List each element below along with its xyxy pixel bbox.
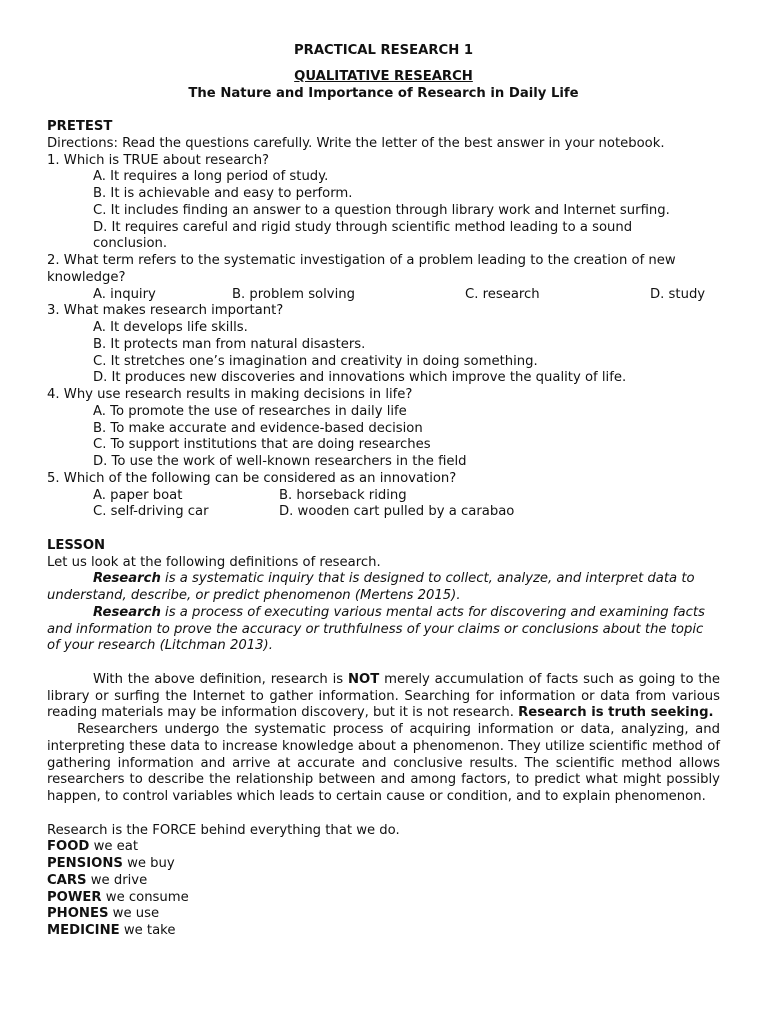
q2-option-d: D. study [650, 286, 706, 302]
force-item-keyword: FOOD [47, 839, 90, 855]
p1-bold-statement: Research is truth seeking. [518, 705, 714, 721]
force-item-keyword: CARS [47, 872, 87, 888]
force-item-text: we drive [86, 872, 148, 888]
q4-option-d: D. To use the work of well-known researchers in the field [93, 454, 467, 469]
force-item [47, 856, 720, 873]
force-item-keyword: MEDICINE [47, 923, 120, 938]
force-item-text: we buy [122, 856, 175, 871]
question-3: 3. What makes research important? [47, 303, 284, 319]
definition-1-term: Research [93, 571, 161, 587]
q5-options-row-1 [47, 488, 720, 505]
force-item [47, 906, 720, 923]
paragraph-truth-seeking [47, 672, 720, 722]
lesson-intro: Let us look at the following definitions of research. [47, 554, 381, 570]
force-item-keyword: PHONES [47, 906, 109, 922]
force-item [47, 923, 720, 940]
q2-options [47, 287, 720, 304]
definition-2 [47, 605, 720, 655]
force-line: Research is the FORCE behind everything that we do. [47, 822, 400, 838]
q2-option-b: B. problem solving [232, 286, 355, 302]
q3-option-b: B. It protects man from natural disasters. [93, 336, 366, 352]
lesson-heading: LESSON [47, 537, 106, 553]
q5-option-d: D. wooden cart pulled by a carabao [279, 504, 515, 520]
paragraph-scientific-method: Researchers undergo the systematic process of acquiring information or data, analyzing, and interpreting these data to increase knowledge about a phenomenon. They utilize scientific method of gathering information and arrive at accurate and conclusive results. The scientific method allows researchers to describe the relationship between and among factors, to predict what might possibly happen, to control variables which leads to certain cause or condition, and to explain phenomenon. [47, 722, 720, 804]
subject-title: QUALITATIVE RESEARCH [294, 68, 473, 84]
question-2: 2. What term refers to the systematic investigation of a problem leading to the creation of new knowledge? [47, 253, 676, 285]
definition-1 [47, 571, 720, 605]
topic-title: The Nature and Importance of Research in Daily Life [188, 85, 579, 101]
q4-option-c: C. To support institutions that are doing researches [93, 437, 431, 453]
force-item-keyword: POWER [47, 889, 102, 905]
q5-option-a: A. paper boat [93, 487, 183, 503]
p1-text-b: merely accumulation of facts such as going to the library or surfing the Internet to gather information. Searching for information or data from various reading materials may be information discovery, but it is not research. [47, 671, 721, 721]
force-item [47, 839, 720, 856]
q3-option-d: D. It produces new discoveries and innovations which improve the quality of life. [93, 370, 627, 386]
p1-not: NOT [348, 671, 380, 687]
force-item [47, 873, 720, 890]
definition-2-term: Research [93, 604, 161, 620]
p1-text-a: With the above definition, research is [93, 671, 349, 687]
q1-option-a: A. It requires a long period of study. [93, 169, 329, 185]
pretest-directions: Directions: Read the questions carefully. Write the letter of the best answer in your notebook. [47, 135, 665, 151]
force-item [47, 890, 720, 907]
q1-option-d: D. It requires careful and rigid study through scientific method leading to a sound conclusion. [93, 219, 633, 252]
q1-option-b: B. It is achievable and easy to perform. [93, 186, 353, 201]
q3-option-c: C. It stretches one’s imagination and creativity in doing something. [93, 353, 538, 369]
definition-2-text: is a process of executing various mental acts for discovering and examining facts and information to prove the accuracy or truthfulness of your claims or conclusions about the topic of your research (Litchman 2013). [47, 604, 705, 654]
force-item-text: we eat [89, 839, 139, 855]
q1-option-c: C. It includes finding an answer to a question through library work and Internet surfing. [93, 202, 670, 218]
q4-option-a: A. To promote the use of researches in daily life [93, 403, 407, 419]
definition-1-text: is a systematic inquiry that is designed to collect, analyze, and interpret data to understand, describe, or predict phenomenon (Mertens 2015). [47, 571, 695, 603]
q2-option-c: C. research [465, 286, 540, 302]
force-item-keyword: PENSIONS [47, 856, 123, 871]
q3-option-a: A. It develops life skills. [93, 320, 248, 335]
question-4: 4. Why use research results in making decisions in life? [47, 387, 413, 402]
question-1: 1. Which is TRUE about research? [47, 152, 270, 168]
q5-option-c: C. self-driving car [93, 504, 209, 520]
force-item-text: we take [119, 923, 176, 938]
q2-option-a: A. inquiry [93, 286, 156, 302]
document-page [47, 43, 720, 940]
q5-options-row-2 [47, 504, 720, 521]
q4-option-b: B. To make accurate and evidence-based decision [93, 420, 423, 436]
course-title: PRACTICAL RESEARCH 1 [294, 43, 473, 58]
pretest-heading: PRETEST [47, 119, 113, 134]
force-item-text: we consume [101, 889, 189, 905]
q5-option-b: B. horseback riding [279, 487, 407, 503]
force-item-text: we use [108, 906, 160, 922]
question-5: 5. Which of the following can be considered as an innovation? [47, 470, 457, 486]
